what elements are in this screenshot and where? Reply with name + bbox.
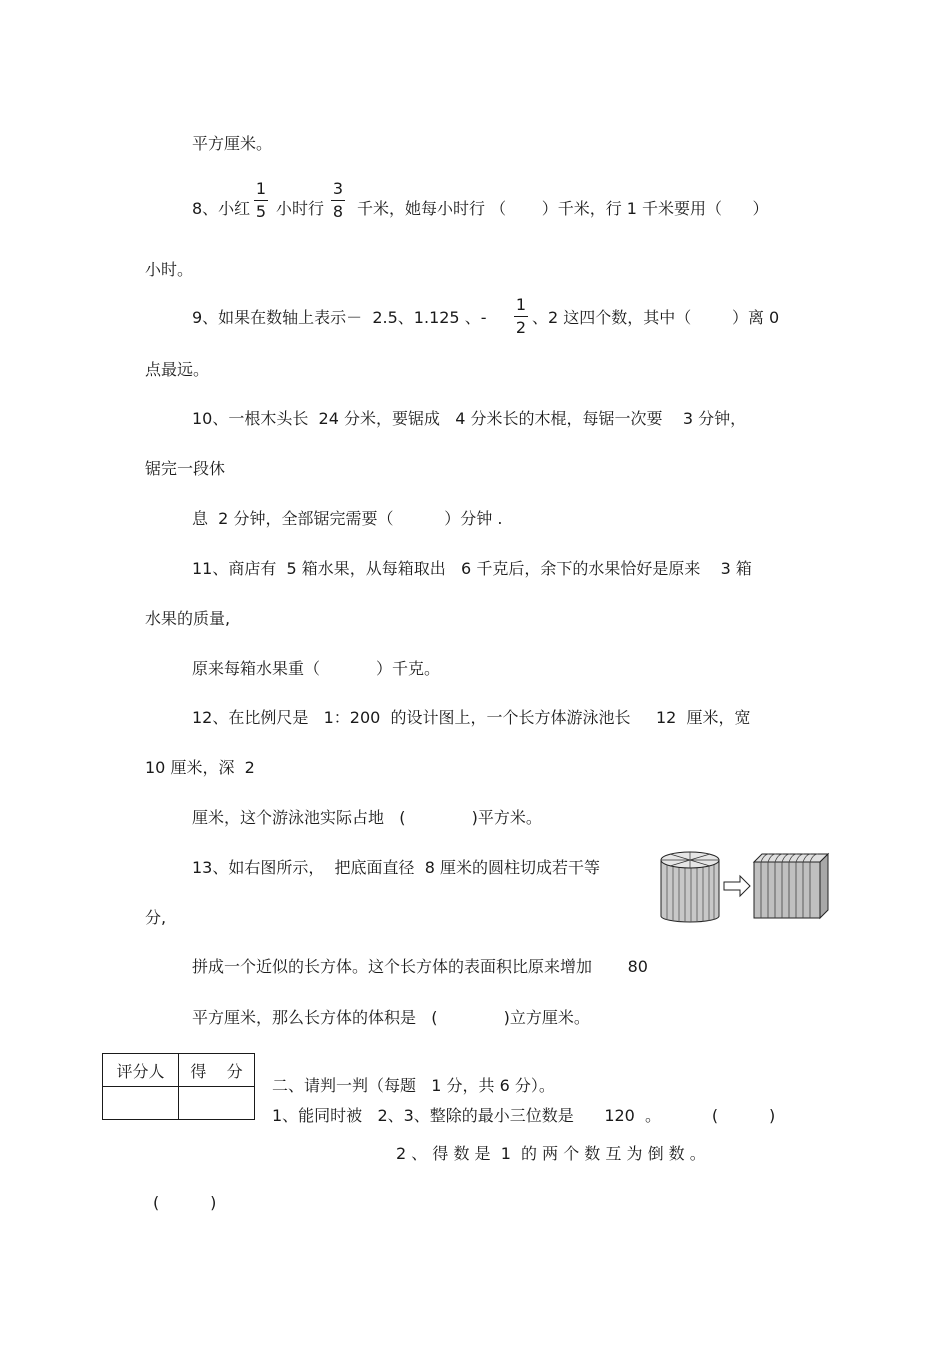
score-table-grader-header: 评分人 <box>103 1054 179 1087</box>
fraction-bar <box>254 200 268 201</box>
q11-text-a: 11、商店有 5 箱水果，从每箱取出 6 千克后，余下的水果恰好是原来 3 箱 <box>192 559 752 578</box>
q8-frac2-denominator: 8 <box>332 202 344 221</box>
cuboid-figure <box>754 854 828 918</box>
q9-text-a: 9、如果在数轴上表示－ 2.5、1.125 、- <box>192 308 487 327</box>
q9-fraction <box>514 296 528 337</box>
judge-question-1: 1、能同时被 2、3、整除的最小三位数是 120 。 ( ) <box>272 1106 776 1125</box>
q12-text-c: 厘米，这个游泳池实际占地 ( )平方米。 <box>192 808 542 827</box>
q9-frac-numerator: 1 <box>515 295 527 314</box>
section-2-title: 二、请判一判（每题 1 分，共 6 分）。 <box>272 1076 555 1095</box>
q8-frac1-numerator: 1 <box>255 179 267 198</box>
q10-text-a: 10、一根木头长 24 分米，要锯成 4 分米长的木棍，每锯一次要 3 分钟， <box>192 409 747 428</box>
score-table-score-header: 得 分 <box>179 1054 255 1087</box>
fraction-bar <box>331 200 345 201</box>
q8-text-a: 8、小红 <box>192 199 251 218</box>
score-table-score-cell[interactable] <box>179 1087 255 1120</box>
cylinder-to-cuboid-illustration <box>658 848 830 923</box>
judge-question-2-answer: ( ) <box>153 1193 217 1212</box>
q11-text-b: 水果的质量, <box>145 609 231 628</box>
q8-fraction-2 <box>331 180 345 221</box>
q8-frac2-numerator: 3 <box>332 179 344 198</box>
judge-question-2: 2 、 得 数 是 1 的 两 个 数 互 为 倒 数 。 <box>396 1144 706 1163</box>
q9-text-b: 、2 这四个数，其中（ ）离 0 <box>532 308 780 327</box>
score-table <box>102 1053 255 1120</box>
q13-text-c: 拼成一个近似的长方体。这个长方体的表面积比原来增加 80 <box>192 957 648 976</box>
q13-text-d: 平方厘米，那么长方体的体积是 ( )立方厘米。 <box>192 1008 590 1027</box>
fraction-bar <box>514 316 528 317</box>
q8-frac1-denominator: 5 <box>255 202 267 221</box>
cylinder-figure <box>661 852 719 922</box>
q11-text-c: 原来每箱水果重（ ）千克。 <box>192 659 440 678</box>
q9-text-c: 点最远。 <box>145 360 210 379</box>
arrow-right-icon <box>724 876 750 896</box>
q8-text-c: 千米，她每小时行 （ ）千米，行 1 千米要用（ ） <box>357 199 769 218</box>
q12-text-b: 10 厘米，深 2 <box>145 758 255 777</box>
q13-text-a: 13、如右图所示， 把底面直径 8 厘米的圆柱切成若干等 <box>192 858 600 877</box>
score-table-grader-cell[interactable] <box>103 1087 179 1120</box>
q13-text-b: 分, <box>145 908 167 927</box>
q8-text-b: 小时行 <box>276 199 325 218</box>
line-1: 平方厘米。 <box>192 134 273 153</box>
q12-text-a: 12、在比例尺是 1：200 的设计图上，一个长方体游泳池长 12 厘米，宽 <box>192 708 751 727</box>
q10-text-b: 锯完一段休 <box>145 459 226 478</box>
q9-frac-denominator: 2 <box>515 318 527 337</box>
q8-text-d: 小时。 <box>145 260 194 279</box>
q8-fraction-1 <box>254 180 268 221</box>
q10-text-c: 息 2 分钟，全部锯完需要（ ）分钟 . <box>192 509 503 528</box>
